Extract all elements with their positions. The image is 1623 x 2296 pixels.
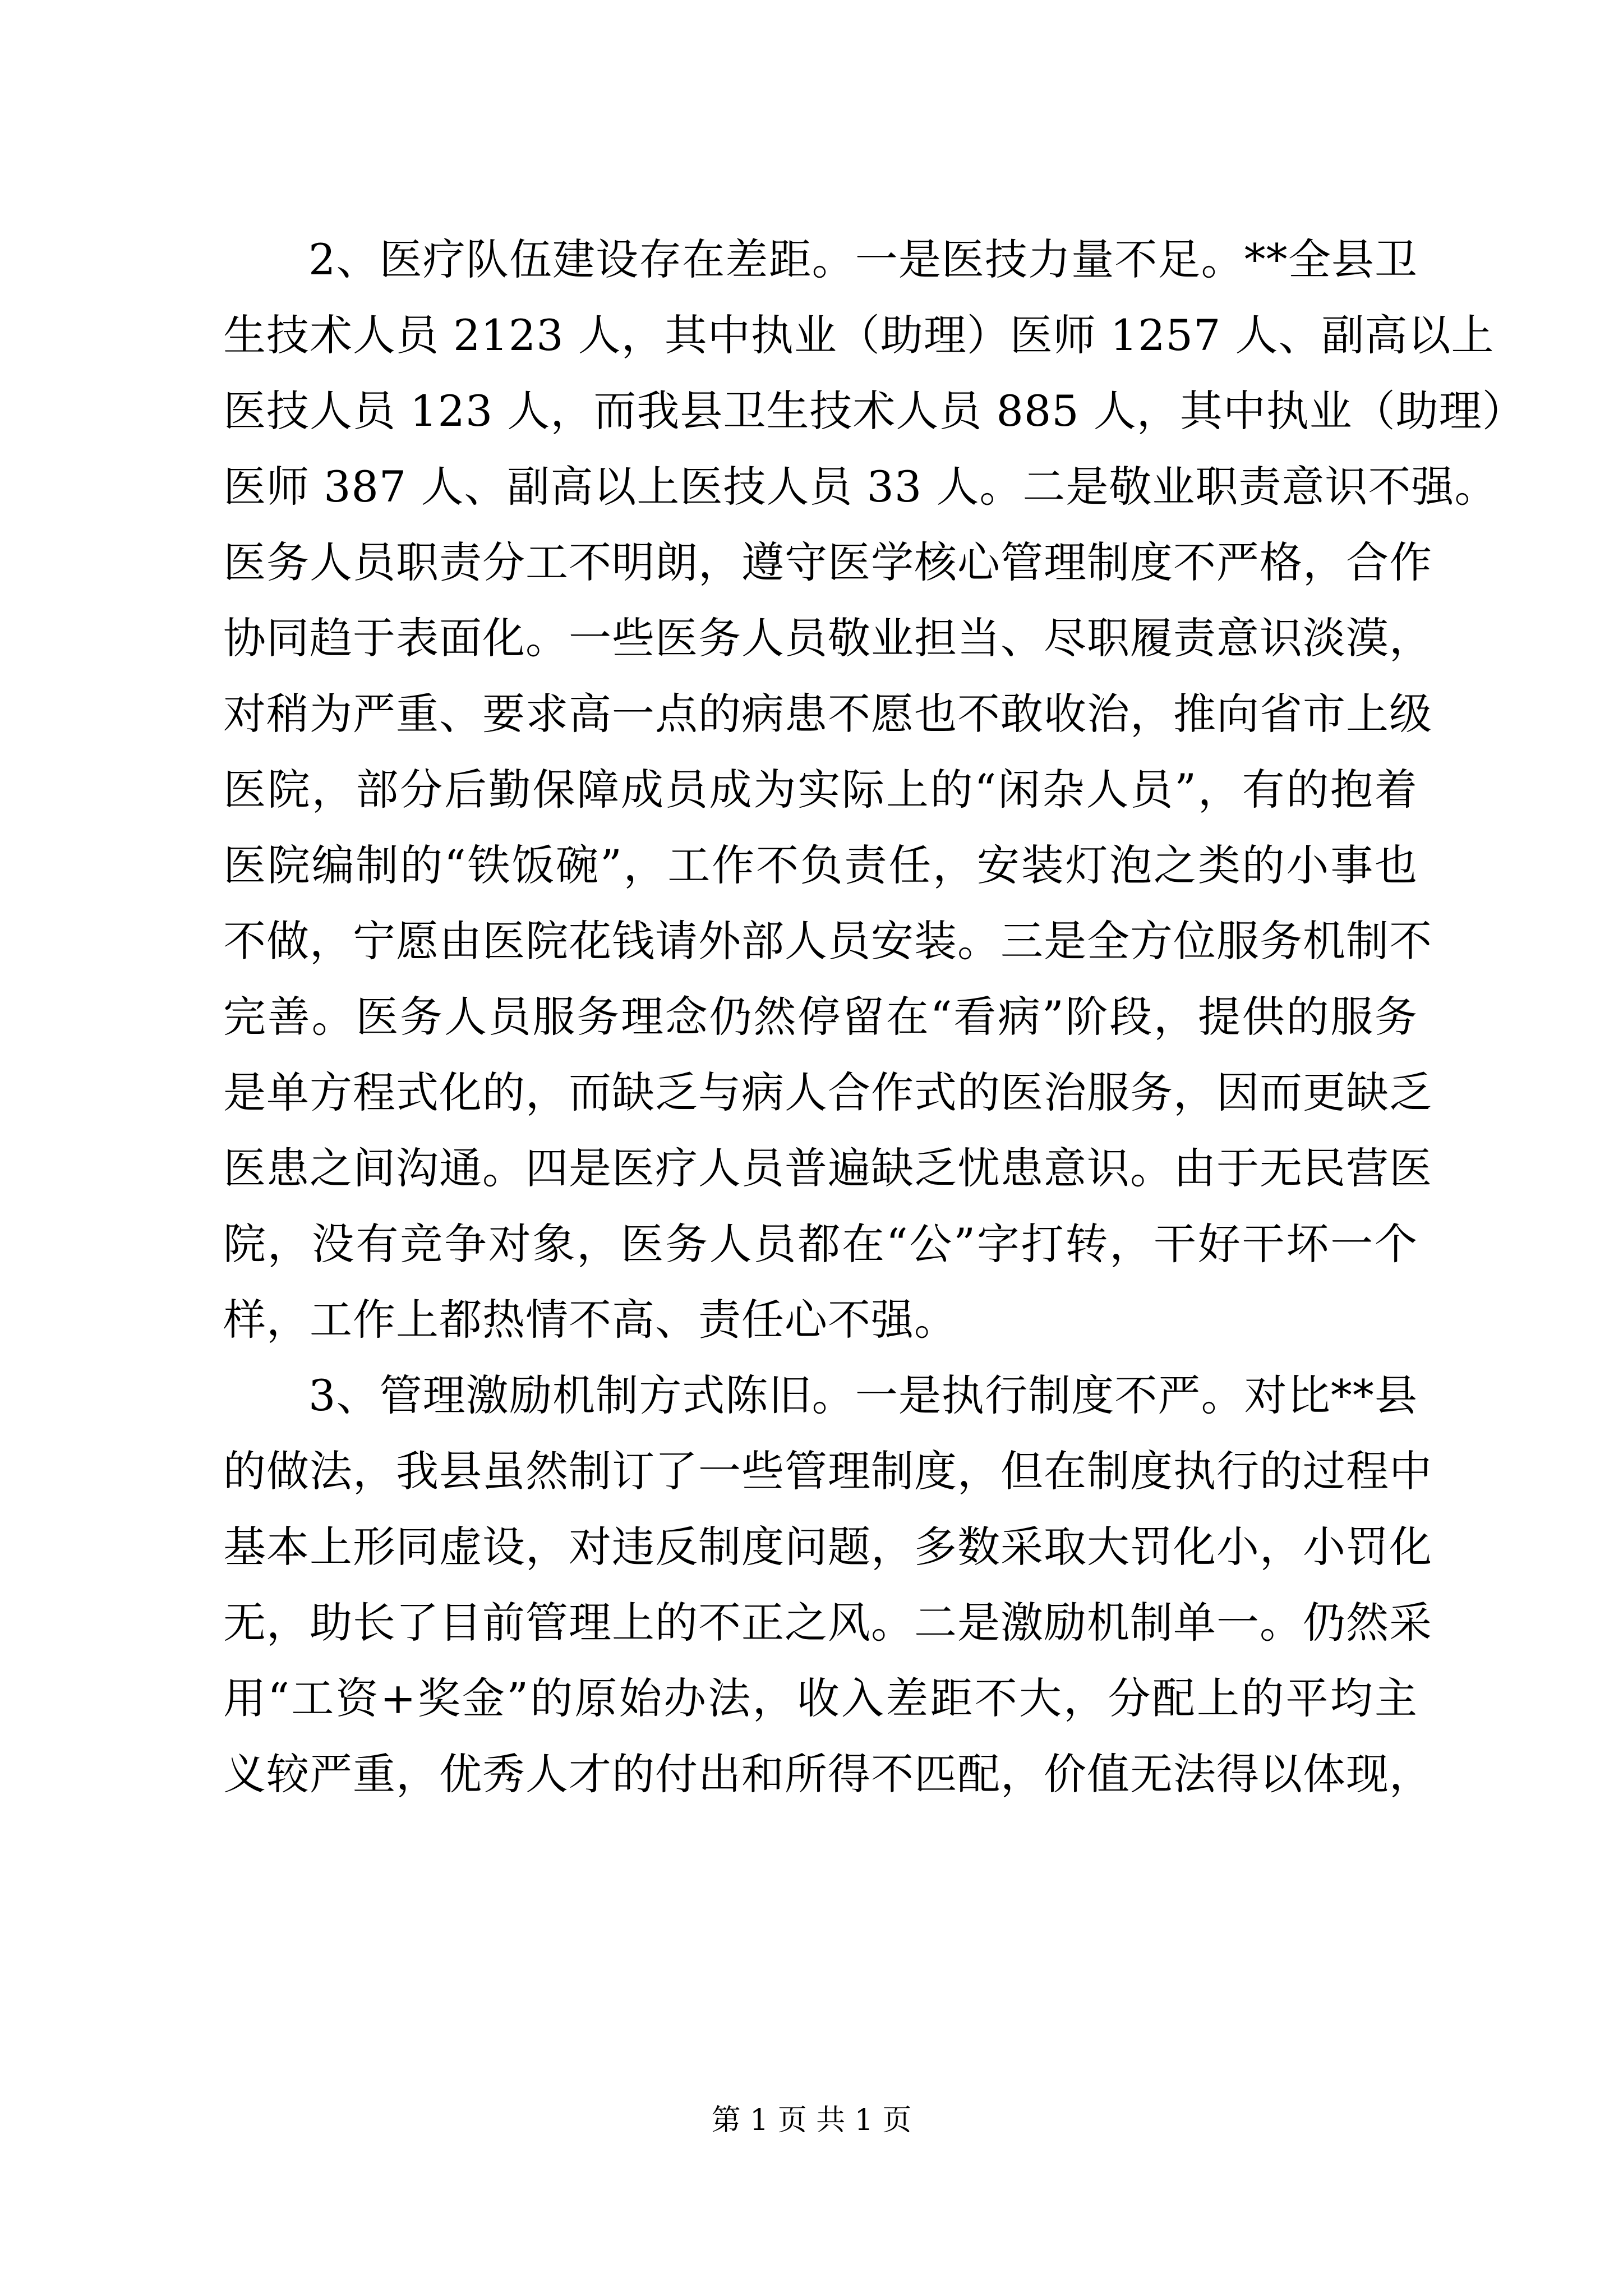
paragraph-line: 不做，宁愿由医院花钱请外部人员安装。三是全方位服务机制不 [223,916,1432,966]
paragraph-line: 义较严重，优秀人才的付出和所得不匹配，价值无法得以体现， [223,1749,1432,1799]
paragraph-line: 医院编制的“铁饭碗”，工作不负责任，安装灯泡之类的小事也 [223,840,1418,890]
paragraph-line: 医技人员 123 人，而我县卫生技术人员 885 人，其中执业（助理） [223,386,1525,436]
paragraph-line: 院，没有竞争对象，医务人员都在“公”字打转，干好干坏一个 [223,1219,1418,1269]
paragraph-line: 3、管理激励机制方式陈旧。一是执行制度不严。对比**县 [308,1370,1418,1420]
paragraph-line: 2、医疗队伍建设存在差距。一是医技力量不足。**全县卫 [308,234,1418,284]
paragraph-line: 用“工资+奖金”的原始办法，收入差距不大，分配上的平均主 [223,1673,1418,1723]
paragraph-line: 医患之间沟通。四是医疗人员普遍缺乏忧患意识。由于无民营医 [223,1143,1432,1193]
paragraph-line: 的做法，我县虽然制订了一些管理制度，但在制度执行的过程中 [223,1446,1432,1496]
paragraph-line: 完善。医务人员服务理念仍然停留在“看病”阶段，提供的服务 [223,992,1418,1042]
paragraph-line: 协同趋于表面化。一些医务人员敬业担当、尽职履责意识淡漠， [223,613,1432,663]
paragraph-line: 无，助长了目前管理上的不正之风。二是激励机制单一。仍然采 [223,1598,1432,1648]
paragraph-line: 医师 387 人、副高以上医技人员 33 人。二是敬业职责意识不强。 [223,462,1498,512]
paragraph-line: 样，工作上都热情不高、责任心不强。 [223,1295,957,1345]
paragraph-line: 医务人员职责分工不明朗，遵守医学核心管理制度不严格，合作 [223,537,1432,587]
paragraph-line: 生技术人员 2123 人，其中执业（助理）医师 1257 人、副高以上 [223,310,1495,360]
paragraph-line: 对稍为严重、要求高一点的病患不愿也不敢收治，推向省市上级 [223,689,1432,739]
page-footer: 第 1 页 共 1 页 [711,2104,912,2137]
paragraph-line: 是单方程式化的，而缺乏与病人合作式的医治服务，因而更缺乏 [223,1068,1432,1117]
paragraph-line: 基本上形同虚设，对违反制度问题，多数采取大罚化小，小罚化 [223,1522,1432,1572]
paragraph-line: 医院，部分后勤保障成员成为实际上的“闲杂人员”，有的抱着 [223,765,1418,815]
